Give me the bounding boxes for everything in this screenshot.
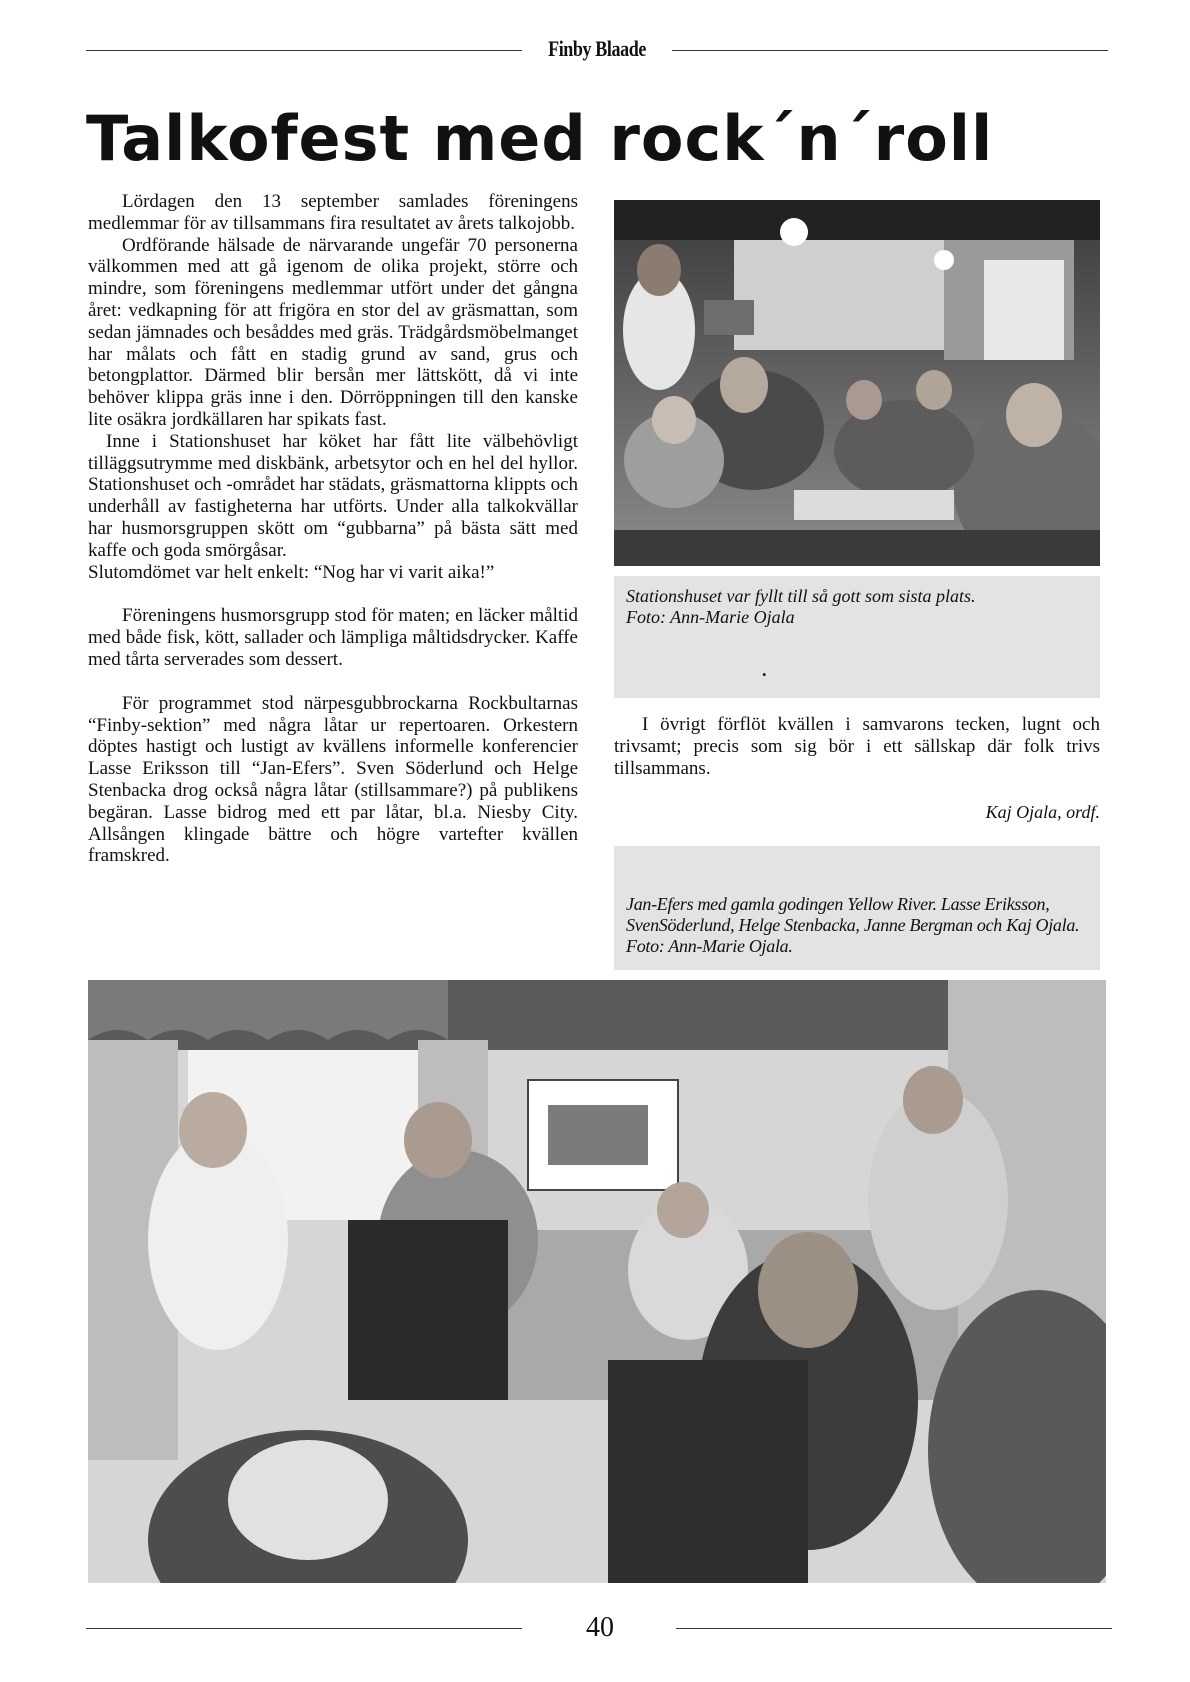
paragraph-projects: Ordförande hälsade de närvarande ungefär 70 personerna välkommen med att gå igenom de olika projekt, större och mindre, som föreningens medlemmar utfört under det gångna året: vedkapning för att frigöra en stor del av gräsmattan, som sedan jämnades och besåddes med gräs. Trädgårdsmöbelmanget har målats och fått en stadig grund av sand, grus och betongplattor. Därmed blir bersån mer lättskött, då vi inte behöver klippa gräs inne i den. Dörröppningen till den kanske lite osäkra jordkällaren har spikats fast. [88, 234, 578, 430]
caption-top-line2: Foto: Ann-Marie Ojala [626, 607, 795, 627]
header-rule-right [672, 50, 1108, 51]
photo-band-performing [88, 980, 1106, 1583]
article-body-left-column [88, 191, 578, 867]
article-closing [614, 714, 1100, 780]
footer-rule-left [86, 1628, 522, 1629]
photo-party-hall [614, 200, 1100, 566]
caption-bottom-photo [614, 846, 1100, 970]
page-number: 40 [586, 1612, 614, 1643]
caption-bottom-text: Jan-Efers med gamla godingen Yellow River. Lasse Eriksson, SvenSöderlund, Helge Stenbacka, Janne Bergman och Kaj Ojala. Foto: Ann-Marie Ojala. [626, 894, 1080, 956]
paragraph-verdict: Slutomdömet var helt enkelt: “Nog har vi varit aika!” [88, 561, 495, 583]
caption-top-photo [614, 576, 1100, 698]
article-headline: Talkofest med rock´n´roll [86, 102, 994, 175]
header-rule-left [86, 50, 522, 51]
caption-top-dot: . [762, 660, 767, 680]
footer-rule-right [676, 1628, 1112, 1629]
article-signature: Kaj Ojala, ordf. [985, 802, 1100, 822]
running-title: Finby Blaade [548, 36, 646, 61]
paragraph-food: Föreningens husmorsgrupp stod för maten; en läcker måltid med både fisk, kött, sallader och lämpliga måltidsdrycker. Kaffe med tårta serverades som dessert. [88, 605, 578, 670]
paragraph-stationshuset: Inne i Stationshuset har köket har fått lite välbehövligt tilläggsutrymme med diskbänk, arbetsytor och en hel del hyllor. Stationshuset och -området har städats, gräsmattorna klippts och underhåll av fastigheterna har utförts. Under alla talkokvällar har husmorsgruppen skött om “gubbarna” på bästa sätt med kaffe och goda smörgåsar. [88, 430, 578, 561]
paragraph-program: För programmet stod närpesgubbrockarna Rockbultarnas “Finby-sektion” med några låtar ur repertoaren. Orkestern döptes hastigt och lustigt av kvällens informelle konferencier Lasse Eriksson till “Jan-Efers”. Sven Söderlund och Helge Stenbacka drog också några låtar (stillsammare?) på publikens begäran. Lasse bidrog med ett par låtar, bl.a. Niesby City. Allsången klingade bättre och högre vartefter kvällen framskred. [88, 692, 578, 867]
paragraph-intro: Lördagen den 13 september samlades föreningens medlemmar för av tillsammans fira resultatet av årets talkojobb. [88, 191, 578, 234]
paragraph-closing: I övrigt förflöt kvällen i samvarons tecken, lugnt och trivsamt; precis som sig bör i ett sällskap där folk trivs tillsammans. [614, 714, 1100, 779]
caption-top-line1: Stationshuset var fyllt till så gott som sista plats. [626, 586, 976, 606]
